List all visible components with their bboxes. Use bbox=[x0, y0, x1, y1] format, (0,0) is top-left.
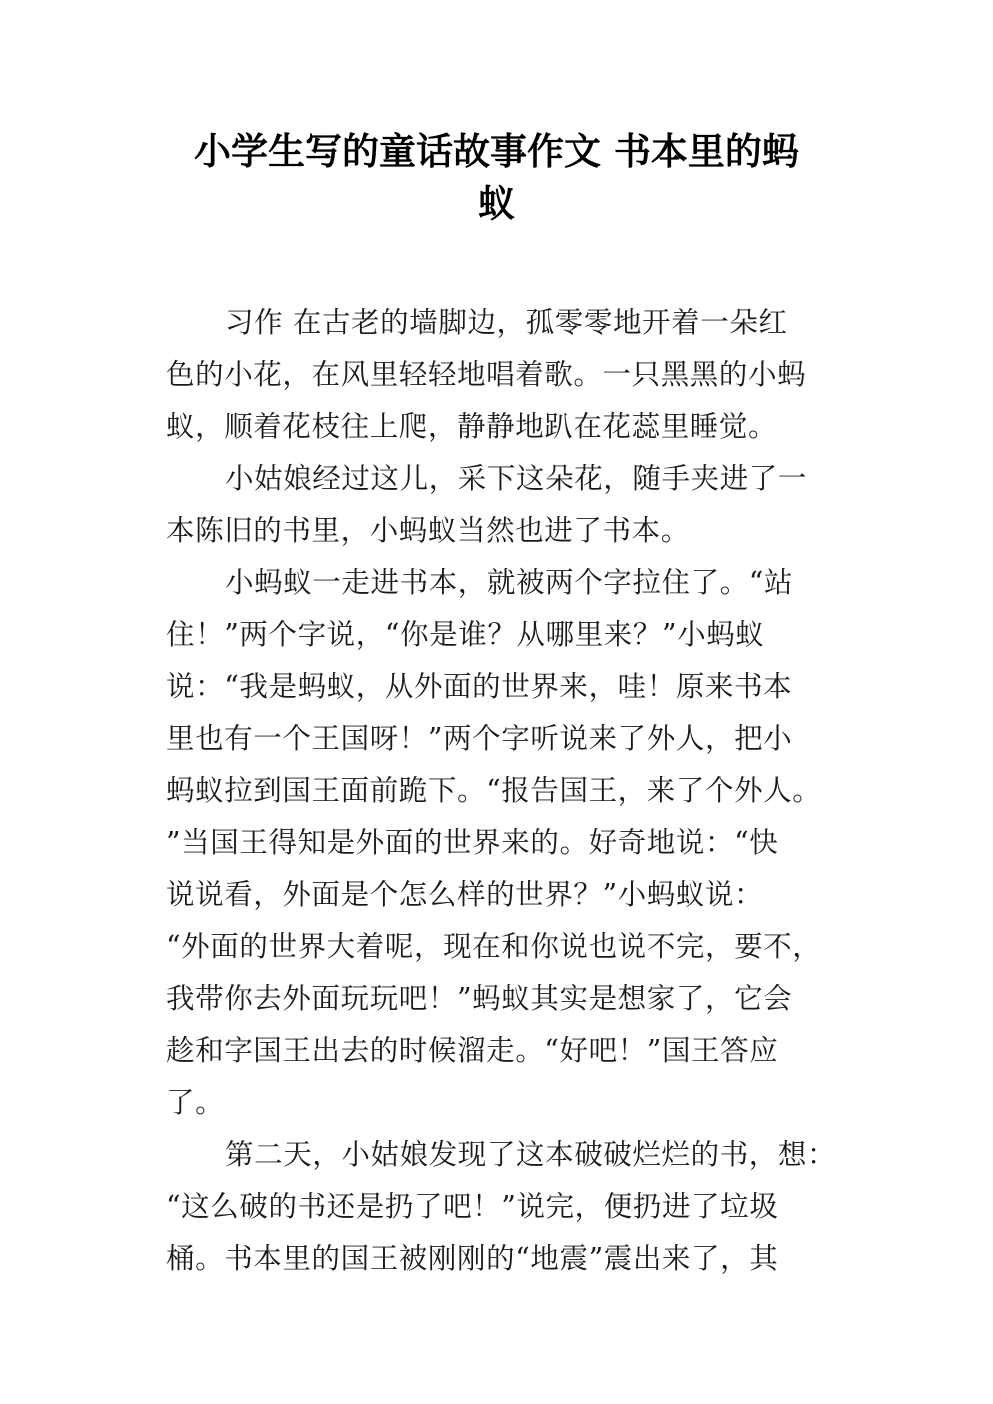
text-line: 桶。书本里的国王被刚刚的“地震”震出来了，其 bbox=[166, 1242, 779, 1275]
text-line: 小蚂蚁一走进书本，就被两个字拉住了。“站 bbox=[225, 566, 794, 599]
text-line: 说：“我是蚂蚁，从外面的世界来，哇！原来书本 bbox=[166, 670, 793, 703]
document-body bbox=[166, 297, 846, 1285]
text-line: 里也有一个王国呀！”两个字听说来了外人，把小 bbox=[166, 722, 793, 755]
text-line: 蚂蚁拉到国王面前跪下。“报告国王，来了个外人。 bbox=[166, 774, 822, 807]
text-line: 小姑娘经过这儿，采下这朵花，随手夹进了一 bbox=[225, 462, 808, 495]
paragraph-3 bbox=[166, 557, 846, 1129]
text-line: “这么破的书还是扔了吧！”说完，便扔进了垃圾 bbox=[166, 1190, 779, 1223]
title-line: 小学生写的童话故事作文 书本里的蚂 bbox=[194, 130, 799, 173]
text-line: 第二天，小姑娘发现了这本破破烂烂的书，想： bbox=[225, 1138, 837, 1171]
paragraph-1 bbox=[166, 297, 846, 453]
text-line: 习作 在古老的墙脚边，孤零零地开着一朵红 bbox=[225, 306, 788, 339]
text-line: 了。 bbox=[166, 1086, 225, 1119]
text-line: 说说看，外面是个怎么样的世界？”小蚂蚁说： bbox=[166, 878, 764, 911]
text-line: “外面的世界大着呢，现在和你说也说不完，要不， bbox=[166, 930, 822, 963]
text-line: 蚁，顺着花枝往上爬，静静地趴在花蕊里睡觉。 bbox=[166, 410, 778, 443]
text-line: ”当国王得知是外面的世界来的。好奇地说：“快 bbox=[166, 826, 779, 859]
text-line: 趁和字国王出去的时候溜走。“好吧！”国王答应 bbox=[166, 1034, 779, 1067]
paragraph-2 bbox=[166, 453, 846, 557]
title-line: 蚁 bbox=[478, 182, 515, 225]
text-line: 本陈旧的书里，小蚂蚁当然也进了书本。 bbox=[166, 514, 690, 547]
text-line: 住！”两个字说，“你是谁？从哪里来？”小蚂蚁 bbox=[166, 618, 765, 651]
paragraph-4 bbox=[166, 1129, 846, 1285]
document-title bbox=[150, 126, 843, 230]
text-line: 色的小花，在风里轻轻地唱着歌。一只黑黑的小蚂 bbox=[166, 358, 807, 391]
text-line: 我带你去外面玩玩吧！”蚂蚁其实是想家了，它会 bbox=[166, 982, 793, 1015]
